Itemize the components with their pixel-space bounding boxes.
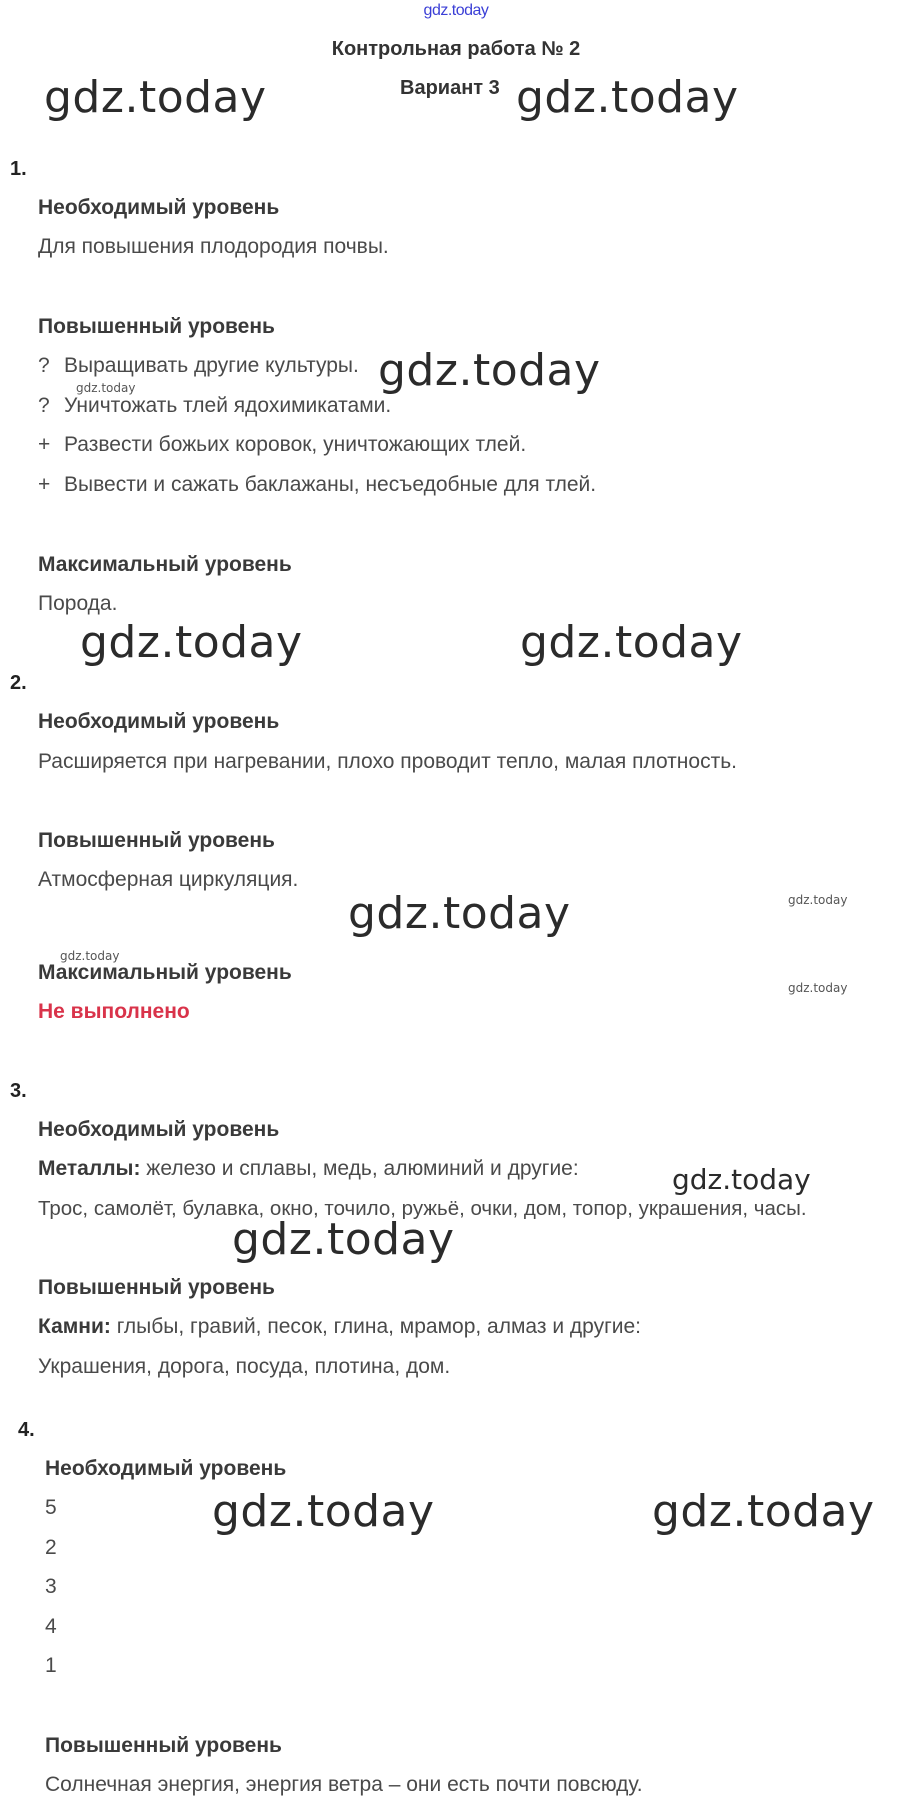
q2-advanced-label: Повышенный уровень	[38, 829, 275, 852]
page-title: Контрольная работа № 2	[331, 38, 581, 60]
q1-advanced-label: Повышенный уровень	[38, 315, 275, 338]
q2-max-status: Не выполнено	[38, 1000, 190, 1023]
q4-required-label: Необходимый уровень	[45, 1457, 287, 1480]
sequence-item: 4	[45, 1615, 57, 1638]
q2-max-label: Максимальный уровень	[38, 961, 292, 984]
option-text: Выращивать другие культуры.	[64, 354, 359, 377]
q4-advanced-label: Повышенный уровень	[45, 1734, 282, 1757]
watermark-small: gdz.today	[788, 893, 848, 907]
option-mark: +	[38, 433, 51, 456]
watermark: gdz.today	[44, 72, 267, 123]
variant-label: Вариант 3	[400, 77, 500, 99]
watermark: gdz.today	[378, 345, 601, 396]
q3-advanced-label: Повышенный уровень	[38, 1276, 275, 1299]
top-watermark: gdz.today	[423, 2, 489, 19]
q3-metals-line	[38, 1157, 579, 1181]
option-text: Уничтожать тлей ядохимикатами.	[64, 394, 392, 417]
q3-stones-uses: Украшения, дорога, посуда, плотина, дом.	[38, 1355, 451, 1378]
q1-option	[38, 473, 596, 497]
sequence-item: 5	[45, 1496, 57, 1519]
q3-stones-line	[38, 1315, 641, 1339]
q1-required-text: Для повышения плодородия почвы.	[38, 235, 389, 258]
q3-metals-uses: Трос, самолёт, булавка, окно, точило, ружьё, очки, дом, топор, украшения, часы.	[38, 1197, 807, 1220]
metals-label: Металлы:	[38, 1157, 141, 1180]
watermark-small: gdz.today	[76, 381, 136, 395]
q1-option	[38, 394, 391, 418]
q2-advanced-text: Атмосферная циркуляция.	[38, 868, 299, 891]
watermark: gdz.today	[520, 617, 743, 668]
option-mark: ?	[38, 394, 50, 417]
question-1-number: 1.	[10, 158, 27, 180]
watermark: gdz.today	[516, 72, 739, 123]
option-text: Вывести и сажать баклажаны, несъедобные для тлей.	[64, 473, 597, 496]
q2-required-text: Расширяется при нагревании, плохо проводит тепло, малая плотность.	[38, 750, 737, 773]
q4-advanced-text: Солнечная энергия, энергия ветра – они есть почти повсюду.	[45, 1773, 643, 1796]
watermark: gdz.today	[80, 617, 303, 668]
q2-required-label: Необходимый уровень	[38, 710, 280, 733]
sequence-item: 2	[45, 1536, 57, 1559]
q1-max-label: Максимальный уровень	[38, 553, 292, 576]
watermark-small: gdz.today	[60, 949, 120, 963]
watermark: gdz.today	[232, 1214, 455, 1265]
q3-required-label: Необходимый уровень	[38, 1118, 280, 1141]
sequence-item: 3	[45, 1575, 57, 1598]
stones-text: глыбы, гравий, песок, глина, мрамор, алмаз и другие:	[110, 1315, 642, 1338]
q1-option	[38, 433, 526, 457]
question-3-number: 3.	[10, 1080, 27, 1102]
option-mark: ?	[38, 354, 50, 377]
option-text: Развести божьих коровок, уничтожающих тлей.	[64, 433, 527, 456]
watermark: gdz.today	[672, 1163, 811, 1196]
sequence-item: 1	[45, 1654, 57, 1677]
stones-label: Камни:	[38, 1315, 111, 1338]
metals-text: железо и сплавы, медь, алюминий и другие:	[140, 1157, 579, 1180]
q1-option	[38, 354, 359, 378]
q1-required-label: Необходимый уровень	[38, 196, 280, 219]
question-2-number: 2.	[10, 672, 27, 694]
watermark: gdz.today	[348, 888, 571, 939]
q1-max-text: Порода.	[38, 592, 118, 615]
question-4-number: 4.	[18, 1419, 35, 1441]
watermark: gdz.today	[652, 1486, 875, 1537]
watermark: gdz.today	[212, 1486, 435, 1537]
watermark-small: gdz.today	[788, 981, 848, 995]
option-mark: +	[38, 473, 51, 496]
